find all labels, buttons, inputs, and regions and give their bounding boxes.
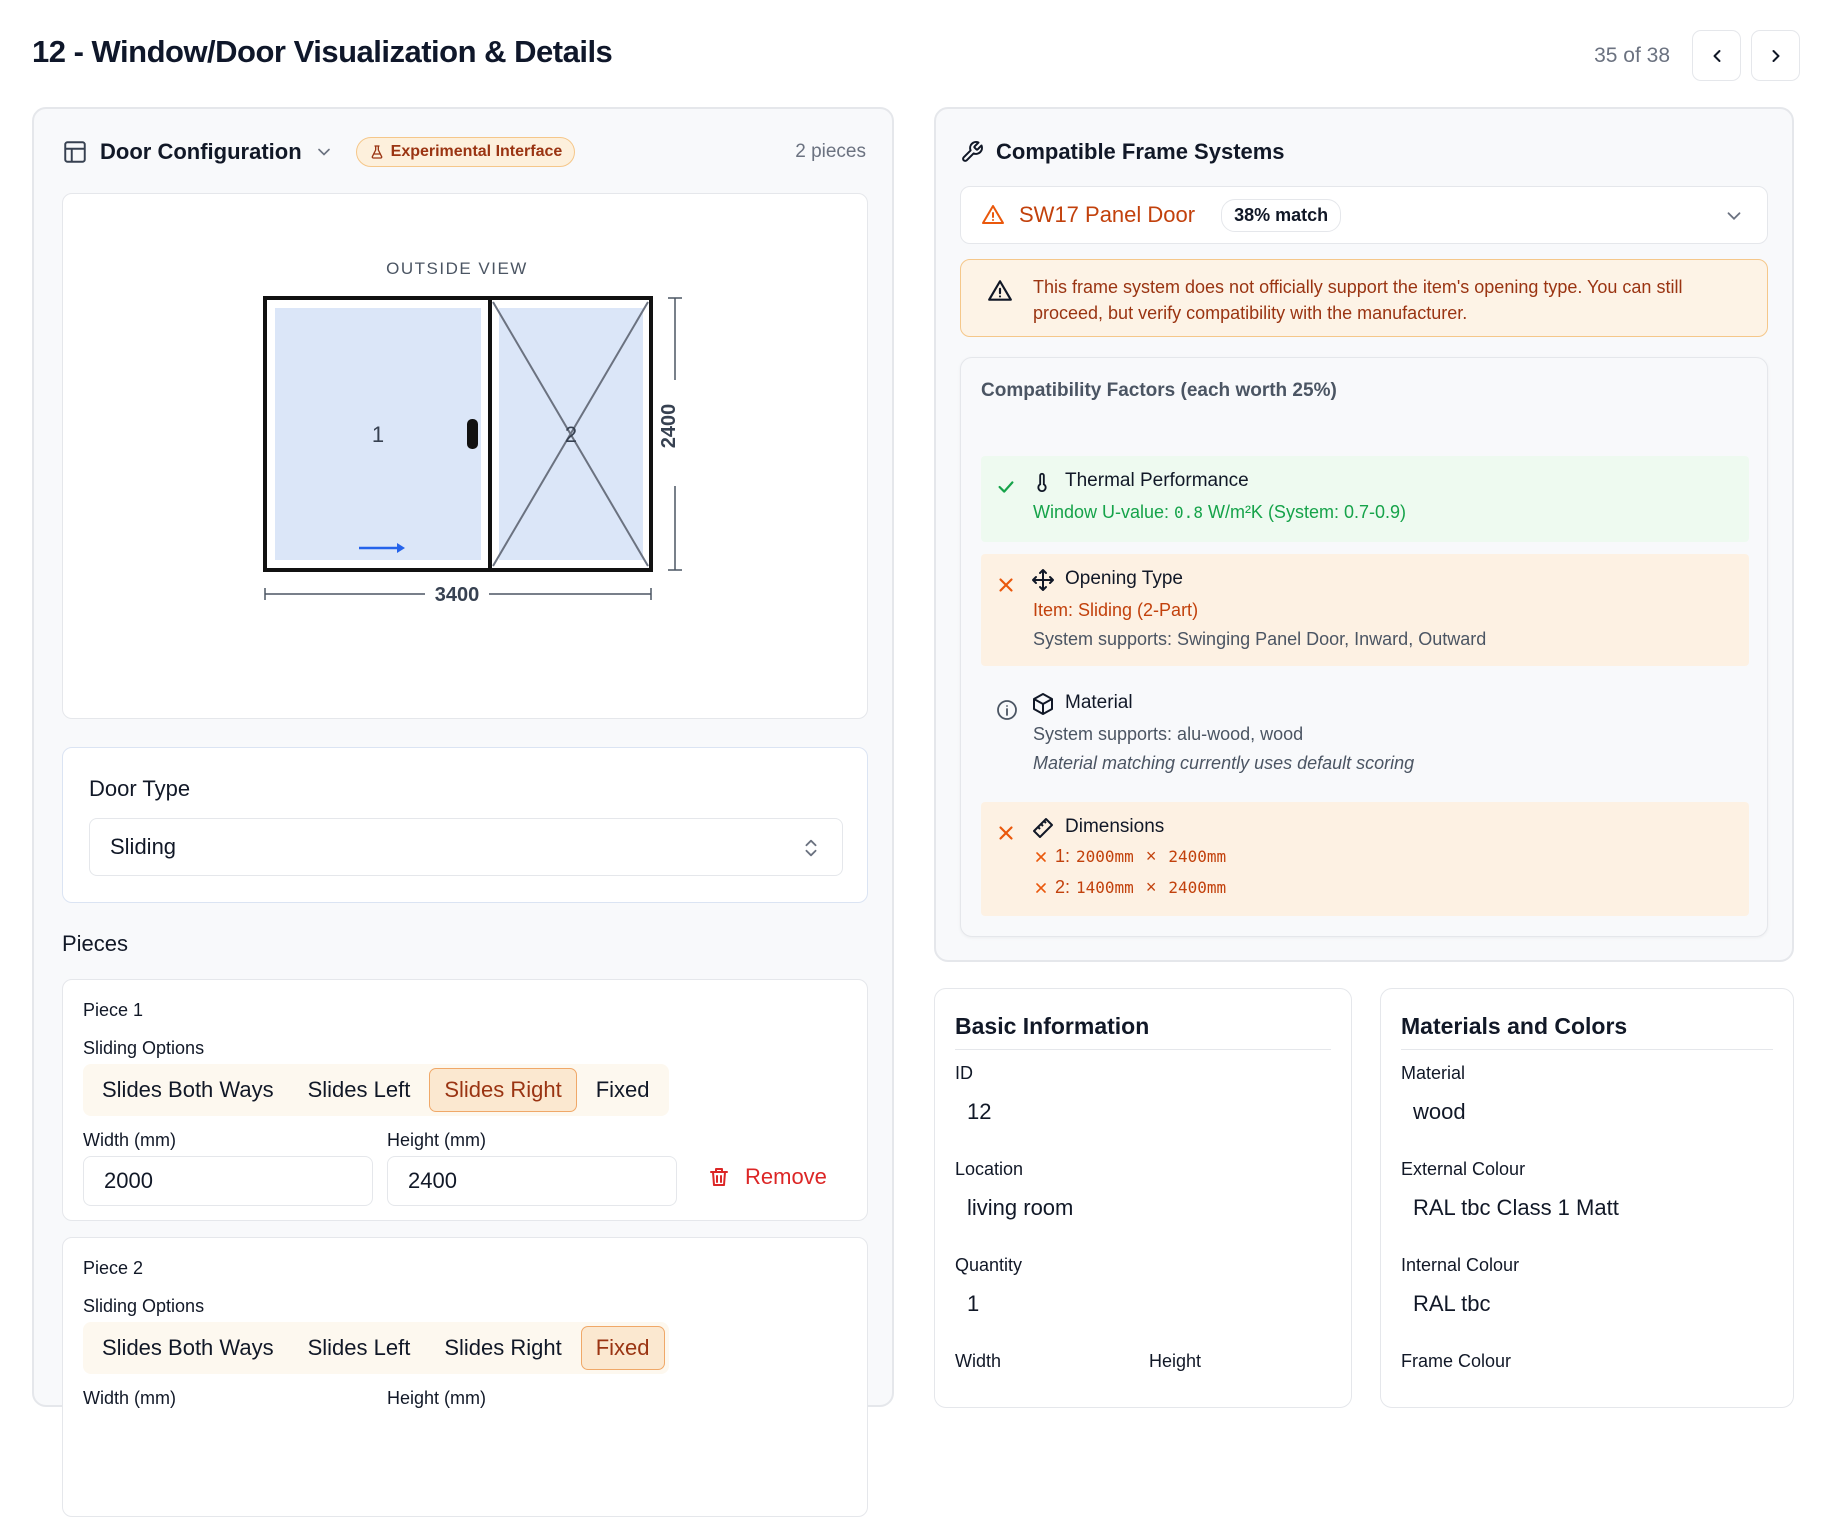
option-slides-right[interactable]: Slides Right <box>429 1068 576 1112</box>
factor-title: Opening Type <box>1065 568 1183 589</box>
option-slides-both-ways[interactable]: Slides Both Ways <box>102 1335 274 1360</box>
piece-label: Piece 2 <box>83 1258 144 1278</box>
previous-button[interactable] <box>1692 30 1741 81</box>
frame-colour-label: Frame Colour <box>1401 1351 1512 1371</box>
frame-system-select[interactable] <box>960 186 1768 244</box>
layout-icon <box>62 139 88 165</box>
trash-icon <box>707 1164 731 1190</box>
factor-thermal <box>981 456 1749 542</box>
factor-material <box>981 678 1749 790</box>
opening-item: Item: Sliding (2-Part) <box>1033 600 1199 620</box>
thermometer-icon <box>1031 470 1053 494</box>
frame-systems-header <box>960 139 1285 165</box>
internal-colour-label: Internal Colour <box>1401 1255 1520 1275</box>
x-icon <box>1033 849 1049 865</box>
materials-colors-card <box>1380 988 1794 1408</box>
thermal-value: Window U-value: 0.8 W/m²K (System: 0.7-0.9) <box>1033 502 1406 522</box>
location-value: living room <box>967 1195 1074 1220</box>
dimension-row: 1: 2000mm × 2400mm <box>1033 846 1226 867</box>
piece-card <box>62 1237 868 1517</box>
factor-title: Material <box>1065 692 1133 713</box>
warning-icon <box>987 278 1013 304</box>
frame-systems-title: Compatible Frame Systems <box>996 139 1285 164</box>
material-system: System supports: alu-wood, wood <box>1033 724 1304 744</box>
option-slides-left[interactable]: Slides Left <box>307 1335 411 1360</box>
compatibility-warning <box>960 259 1768 337</box>
factor-title: Thermal Performance <box>1065 470 1249 491</box>
warning-text: This frame system does not officially support the item's opening type. You can still proceed, but verify compatibility with the manufacturer. <box>1033 277 1683 323</box>
factors-title: Compatibility Factors (each worth 25%) <box>981 380 1337 401</box>
option-slides-both-ways[interactable]: Slides Both Ways <box>102 1077 274 1102</box>
door-type-value: Sliding <box>110 834 177 859</box>
width-label: Width <box>955 1351 1002 1371</box>
id-value: 12 <box>967 1099 992 1124</box>
frame-system-name: SW17 Panel Door <box>1019 202 1196 227</box>
door-configuration-title: Door Configuration <box>100 139 302 164</box>
chevron-right-icon <box>1766 46 1786 66</box>
door-type-select[interactable] <box>89 818 843 876</box>
option-fixed[interactable]: Fixed <box>581 1326 665 1370</box>
factor-title: Dimensions <box>1065 816 1165 837</box>
warning-icon <box>981 203 1005 227</box>
wrench-icon <box>960 140 984 164</box>
material-value: wood <box>1413 1099 1466 1124</box>
remove-button[interactable] <box>707 1164 827 1190</box>
material-label: Material <box>1401 1063 1466 1083</box>
panel-1-handle <box>467 419 478 449</box>
height-input[interactable]: 2400 <box>387 1156 677 1206</box>
width-label: Width (mm) <box>83 1130 176 1150</box>
x-icon <box>1033 880 1049 896</box>
height-dimension: 2400 <box>658 403 680 449</box>
quantity-value: 1 <box>967 1291 980 1316</box>
basic-information-title: Basic Information <box>955 1013 1150 1039</box>
flask-icon <box>369 144 385 160</box>
id-label: ID <box>955 1063 973 1083</box>
height-label: Height (mm) <box>387 1130 487 1150</box>
divider <box>1401 1049 1773 1050</box>
frame-systems-card <box>934 107 1794 962</box>
sliding-options-label: Sliding Options <box>83 1038 205 1058</box>
check-icon <box>995 476 1017 498</box>
quantity-label: Quantity <box>955 1255 1023 1275</box>
outside-view-label: OUTSIDE VIEW <box>386 259 528 278</box>
basic-information-card <box>934 988 1352 1408</box>
door-diagram-svg <box>63 194 869 720</box>
x-icon <box>995 822 1017 844</box>
pager <box>1594 30 1800 81</box>
next-button[interactable] <box>1751 30 1800 81</box>
factor-opening-type <box>981 554 1749 666</box>
external-colour-label: External Colour <box>1401 1159 1526 1179</box>
dimension-row: 2: 1400mm × 2400mm <box>1033 877 1226 898</box>
pieces-count: 2 pieces <box>795 141 866 162</box>
info-icon <box>995 698 1019 722</box>
chevron-down-icon <box>314 142 334 162</box>
panel-2-label: 2 <box>564 422 578 447</box>
pieces-title: Pieces <box>62 931 129 956</box>
external-colour-value: RAL tbc Class 1 Matt <box>1413 1195 1619 1220</box>
sliding-options-group <box>83 1064 669 1116</box>
chevrons-up-down-icon <box>800 835 822 861</box>
height-label: Height (mm) <box>387 1388 487 1408</box>
sliding-options-group <box>83 1322 669 1374</box>
match-badge: 38% match <box>1221 199 1341 232</box>
ruler-icon <box>1031 816 1055 840</box>
option-slides-left[interactable]: Slides Left <box>307 1077 411 1102</box>
remove-label: Remove <box>745 1164 827 1189</box>
box-icon <box>1031 692 1055 716</box>
door-diagram <box>62 193 868 719</box>
sliding-options-label: Sliding Options <box>83 1296 205 1316</box>
width-dimension: 3400 <box>434 584 480 606</box>
experimental-badge-label: Experimental Interface <box>390 143 563 160</box>
width-input[interactable]: 2000 <box>83 1156 373 1206</box>
piece-label: Piece 1 <box>83 1000 144 1020</box>
materials-colors-title: Materials and Colors <box>1401 1013 1628 1039</box>
door-type-section <box>62 747 868 903</box>
opening-system: System supports: Swinging Panel Door, Inward, Outward <box>1033 629 1487 649</box>
experimental-badge <box>356 137 576 167</box>
x-icon <box>995 574 1017 596</box>
chevron-left-icon <box>1707 46 1727 66</box>
width-label: Width (mm) <box>83 1388 176 1408</box>
chevron-down-icon <box>1723 205 1745 227</box>
option-fixed[interactable]: Fixed <box>595 1077 650 1102</box>
option-slides-right[interactable]: Slides Right <box>444 1335 562 1360</box>
panel-1-label: 1 <box>371 422 385 447</box>
door-configuration-header[interactable] <box>62 137 575 167</box>
door-type-label: Door Type <box>89 776 191 801</box>
door-configuration-card <box>32 107 894 1407</box>
piece-card <box>62 979 868 1221</box>
page-title: 12 - Window/Door Visualization & Details <box>32 34 613 69</box>
factor-dimensions <box>981 802 1749 916</box>
location-label: Location <box>955 1159 1024 1179</box>
material-note: Material matching currently uses default scoring <box>1033 753 1415 773</box>
move-icon <box>1031 568 1055 592</box>
compatibility-factors <box>960 357 1768 937</box>
internal-colour-value: RAL tbc <box>1413 1291 1491 1316</box>
pager-count: 35 of 38 <box>1594 43 1670 67</box>
divider <box>955 1049 1331 1050</box>
height-label: Height <box>1149 1351 1202 1371</box>
